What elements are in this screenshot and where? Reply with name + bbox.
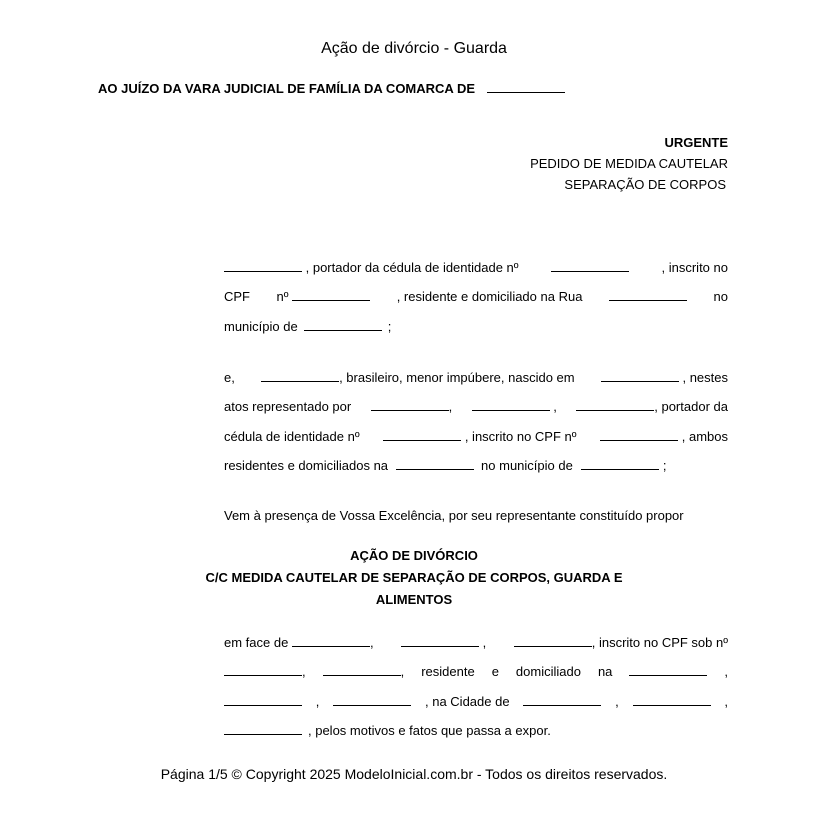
para3-text3: ,: [482, 635, 487, 650]
defendant-rg-blank: [323, 663, 401, 676]
para3-text1: em face de: [224, 635, 289, 650]
urgent-label: URGENTE: [664, 135, 728, 150]
para3-text10: na: [597, 664, 613, 679]
defendant-district-blank: [333, 693, 411, 706]
para1-text3: CPF: [224, 289, 250, 304]
name-blank: [224, 259, 302, 272]
para3-text9: domiciliado: [515, 664, 581, 679]
para2-text8: cédula de identidade nº: [224, 429, 360, 444]
para2-line4: [224, 455, 728, 473]
para2-text1: e,: [224, 370, 235, 385]
para1-text2: , inscrito no: [661, 260, 728, 275]
para2-text2: , brasileiro, menor impúbere, nascido em: [339, 370, 575, 385]
address-blank: [396, 457, 474, 470]
para3-text16: ,: [724, 694, 728, 709]
court-heading: [98, 81, 565, 96]
para2-text13: ;: [662, 458, 667, 473]
minor-name-blank: [261, 369, 339, 382]
para3-text12: ,: [315, 694, 320, 709]
para3-line3: [224, 691, 728, 709]
para3-text11: ,: [724, 664, 728, 679]
para2-text7: , portador da: [654, 399, 728, 414]
defendant-street-blank: [629, 663, 707, 676]
para2-text10: , ambos: [681, 429, 728, 444]
para1-text1: , portador da cédula de identidade nº: [305, 260, 519, 275]
para2-text4: atos representado por: [224, 399, 352, 414]
para3-text14: na Cidade de: [432, 694, 510, 709]
action-heading-3: ALIMENTOS: [375, 592, 453, 607]
action-heading-2: C/C MEDIDA CAUTELAR DE SEPARAÇÃO DE CORPOS, GUARDA E: [205, 570, 623, 585]
para2-text9: , inscrito no CPF nº: [464, 429, 577, 444]
rep-cpf-blank: [600, 428, 678, 441]
defendant-cpf-blank: [224, 663, 302, 676]
para1-text8: ;: [387, 319, 392, 334]
para1-text6: no: [713, 289, 728, 304]
request-line: PEDIDO DE MEDIDA CAUTELAR: [530, 156, 728, 171]
para1-line1: [224, 257, 728, 275]
para1-text7: município de: [224, 319, 298, 334]
para3-line2: [224, 661, 728, 679]
street-blank: [609, 288, 687, 301]
defendant-name-blank: [292, 634, 370, 647]
birth-blank: [601, 369, 679, 382]
para3-text17: , pelos motivos e fatos que passa a expor.: [308, 723, 551, 738]
rg-blank: [551, 259, 629, 272]
para3-line1: [224, 632, 728, 650]
para2-text11: residentes e domiciliados na: [224, 458, 389, 473]
para2-text12: no município de: [481, 458, 573, 473]
defendant-city-blank: [523, 693, 601, 706]
para3-text4: , inscrito no CPF sob nº: [591, 635, 728, 650]
rep-name-blank: [371, 398, 449, 411]
para3-text6: ,: [400, 664, 405, 679]
para3-text13: ,: [424, 694, 429, 709]
defendant-state-blank: [633, 693, 711, 706]
para1-line3: [224, 316, 728, 334]
para2-line3: [224, 426, 728, 444]
city-blank: [304, 318, 382, 331]
para3-text5: ,: [302, 664, 306, 679]
document-title: Ação de divórcio - Guarda: [321, 40, 507, 57]
cpf-blank: [292, 288, 370, 301]
rep-status-blank: [576, 398, 654, 411]
page-footer: Página 1/5 © Copyright 2025 ModeloInicial.com.br - Todos os direitos reservados.: [160, 766, 668, 782]
defendant-number-blank: [224, 693, 302, 706]
intro-text: Vem à presença de Vossa Excelência, por seu representante constituído propor: [224, 508, 684, 523]
action-heading-1: AÇÃO DE DIVÓRCIO: [350, 548, 478, 563]
court-heading-text: AO JUÍZO DA VARA JUDICIAL DE FAMÍLIA DA COMARCA DE: [98, 81, 476, 96]
para3-text2: ,: [369, 635, 374, 650]
para3-text8: e: [491, 664, 499, 679]
para3-text7: residente: [421, 664, 475, 679]
para2-line2: [224, 396, 728, 414]
para2-line1: [224, 367, 728, 385]
para2-text3: , nestes: [682, 370, 728, 385]
defendant-nationality-blank: [401, 634, 479, 647]
defendant-status-blank: [514, 634, 592, 647]
para3-text15: ,: [615, 694, 619, 709]
comarca-blank: [487, 82, 565, 93]
defendant-cep-blank: [224, 722, 302, 735]
para1-text5: , residente e domiciliado na Rua: [396, 289, 583, 304]
para2-text5: ,: [448, 399, 453, 414]
para1-line2: [224, 286, 728, 304]
separation-line: SEPARAÇÃO DE CORPOS: [564, 177, 726, 192]
para3-line4: [224, 720, 728, 738]
rep-rg-blank: [383, 428, 461, 441]
para1-text4: nº: [276, 289, 289, 304]
urgent-block: [530, 132, 728, 195]
para2-text6: ,: [553, 399, 557, 414]
municipality-blank: [581, 457, 659, 470]
rep-nationality-blank: [472, 398, 550, 411]
